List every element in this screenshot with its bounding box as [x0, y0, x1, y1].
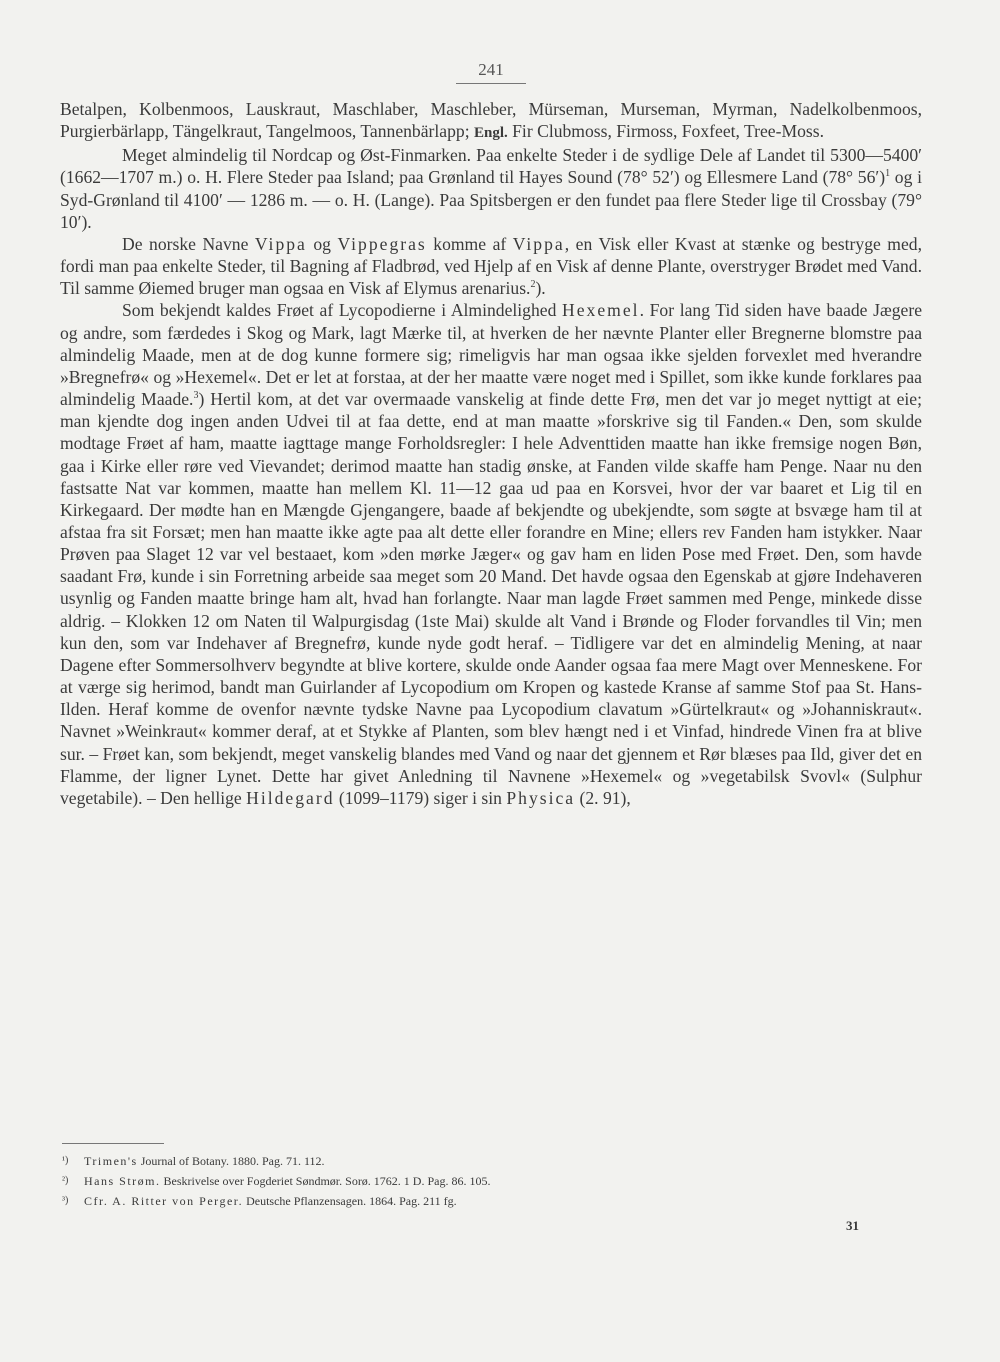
text-run: , en Visk eller Kvast at stænke og bestryge med, fordi man paa enkelte Steder, til Bagning af Fladbrød, ved Hjelp af en Visk af denne Plante, overstryger Brødet med Vand. Til samme Øiemed bruger man ogsaa en Visk af Elymus arenarius.: [60, 233, 923, 299]
footnote-3: [62, 1191, 882, 1211]
text-run: og: [306, 233, 338, 254]
paragraph-distribution: [60, 144, 922, 233]
text-run: komme af: [426, 233, 513, 254]
text-run: Meget almindelig til Nordcap og Øst-Finmarken. Paa enkelte Steder i de sydlige Dele af Landet til 5300—5400′ (1662—1707 m.) o. H. Flere Steder paa Island; paa Grønland til Hayes Sound (78° 52′) og Ellesmere Land (78° 56′): [60, 145, 922, 188]
text-run: (2. 91),: [575, 787, 631, 808]
paragraph-hexemel: [60, 299, 922, 809]
footnote-mark: ²): [62, 1175, 69, 1186]
footnote-1: [62, 1151, 882, 1171]
printer-signature: 31: [846, 1218, 859, 1233]
text-run: Betalpen, Kolbenmoos, Lauskraut, Maschlaber, Maschleber, Mürseman, Murseman, Myrman, Nadelkolbenmoos, Purgierbärlapp, Tängelkraut, Tangelmoos, Tannenbärlapp;: [60, 99, 922, 142]
footnote-author: Cfr. A. Ritter von Perger.: [84, 1194, 244, 1208]
paragraph-names-list: [60, 98, 922, 144]
footnote-ref: 3: [193, 390, 199, 402]
text-run: Fir Clubmoss, Firmoss, Foxfeet, Tree-Moss.: [507, 121, 824, 142]
spaced-term: Hildegard: [246, 787, 335, 808]
body-text: [60, 98, 922, 809]
footnote-text: Beskrivelse over Fogderiet Søndmør. Sorø. 1762. 1 D. Pag. 86. 105.: [160, 1174, 491, 1188]
text-run: De norske Navne: [122, 233, 255, 254]
spaced-term: Physica: [506, 787, 576, 808]
footnote-author: Trimen's: [84, 1154, 138, 1168]
text-run: Som bekjendt kaldes Frøet af Lycopodierne i Almindelighed: [122, 300, 563, 321]
spaced-term: Vippa: [512, 233, 565, 254]
text-run: og i Syd-Grønland til 4100′ — 1286 m. — o. H. (Lange). Paa Spitsbergen er den fundet paa flere Steder lige til Crossbay (79° 10′).: [60, 167, 922, 232]
paragraph-norwegian-names: [60, 233, 922, 299]
spaced-term: Vippa: [254, 233, 307, 254]
footnote-text: Journal of Botany. 1880. Pag. 71. 112.: [137, 1154, 325, 1168]
footnote-mark: ¹): [62, 1155, 69, 1166]
footnote-text: Deutsche Pflanzensagen. 1864. Pag. 211 fg.: [243, 1194, 457, 1208]
text-run: ).: [535, 278, 546, 299]
page-number: 241: [456, 60, 526, 84]
spaced-term: Vippegras: [337, 233, 427, 254]
footnote-author: Hans Strøm.: [84, 1174, 161, 1188]
text-run: (1099–1179) siger i sin: [334, 787, 507, 808]
footnote-rule: [62, 1143, 164, 1144]
footnotes: [62, 1151, 882, 1211]
text-run: ) Hertil kom, at det var overmaade vanskelig at finde dette Frø, men det var jo meget nyttigt at eie; man kjendte dog ingen anden Udvei til at faa dette, end at man maatte »forskrive sig til Fanden.« Den, som skulde modtage Frøet af ham, maatte iagttage mange Forholdsregler: I hele Adventtiden maatte han ikke fremsige nogen Bøn, gaa i Kirke eller røre ved Vievandet; derimod maatte han stadig ønske, at Fanden vilde skaffe ham Penge. Naar nu den fastsatte Nat var kommen, maatte han mellem Kl. 11—12 gaa ud paa en Korsvei, hvor der var baaret et Lig til en Kirkegaard. Der mødte han en Mængde Gjengangere, baade af bekjendte og ubekjendte, som søgte at bsvæge ham til at afstaa fra sit Forsæt; men han maatte ikke agte paa alt dette eller forandre en Mine; ellers rev Fanden ham istykker. Naar Prøven paa Slaget 12 var vel bestaaet, kom »den mørke Jæger« og gav ham en liden Pose med Frøet. Den, som havde saadant Frø, kunde i sin Forretning arbeide saa meget som 20 Mand. Det havde ogsaa den Egenskab at gjøre Indehaveren usynlig og Fanden maatte bringe ham alt, hvad han forlangte. Naar man lagde Frøet sammen med Penge, minkede disse aldrig. – Klokken 12 om Naten til Walpurgisdag (1ste Mai) skulde alt Vand i Brønde og Floder forvandles til Vin; men kun den, som var Indehaver af Bregnefrø, kunde nyde godt heraf. – Tidligere var det en almindelig Mening, at naar Dagene efter Sommersolhverv begyndte at blive kortere, skulde onde Aander ogsaa faa mere Magt over Menneskene. For at værge sig herimod, bandt man Guirlander af Lycopodium om Kropen og kastede Kranse af samme Stof paa St. Hans-Ilden. Heraf komme de ovenfor nævnte tydske Navne paa Lycopodium clavatum »Gürtelkraut« og »Johanniskraut«. Navnet »Weinkraut« kommer deraf, at et Stykke af Planten, som blev hængt ned i et Vinfad, hindrede Vinen fra at blive sur. – Frøet kan, som bekjendt, meget vanskelig blandes med Vand og naar det gjennem et Rør blæses paa Ild, giver det en Flamme, der ligner Lynet. Dette har givet Anledning til Navnene »Hexemel« og »vegetabilsk Svovl« (Sulphur vegetabile). – Den hellige: [60, 389, 922, 808]
footnote-ref: 1: [885, 168, 891, 180]
footnote-ref: 2: [530, 279, 536, 291]
english-label: Engl.: [473, 125, 508, 142]
footnote-mark: ³): [62, 1195, 69, 1206]
text-run: . For lang Tid siden have baade Jægere og andre, som færdedes i Skog og Mark, lagt Mærke til, at hverken de her nævnte Planter eller Bregnerne blomstre paa almindelig Maade, men at de dog kunne formere sig; rimeligvis har man ogsaa ikke sjelden forvexlet med hverandre »Bregnefrø« og »Hexemel«. Det er let at forstaa, at der her maatte være noget med i Spillet, som ikke kunde forklares paa almindelig Maade.: [60, 300, 923, 410]
spaced-term: Hexemel: [562, 300, 640, 321]
footnote-2: [62, 1171, 882, 1191]
